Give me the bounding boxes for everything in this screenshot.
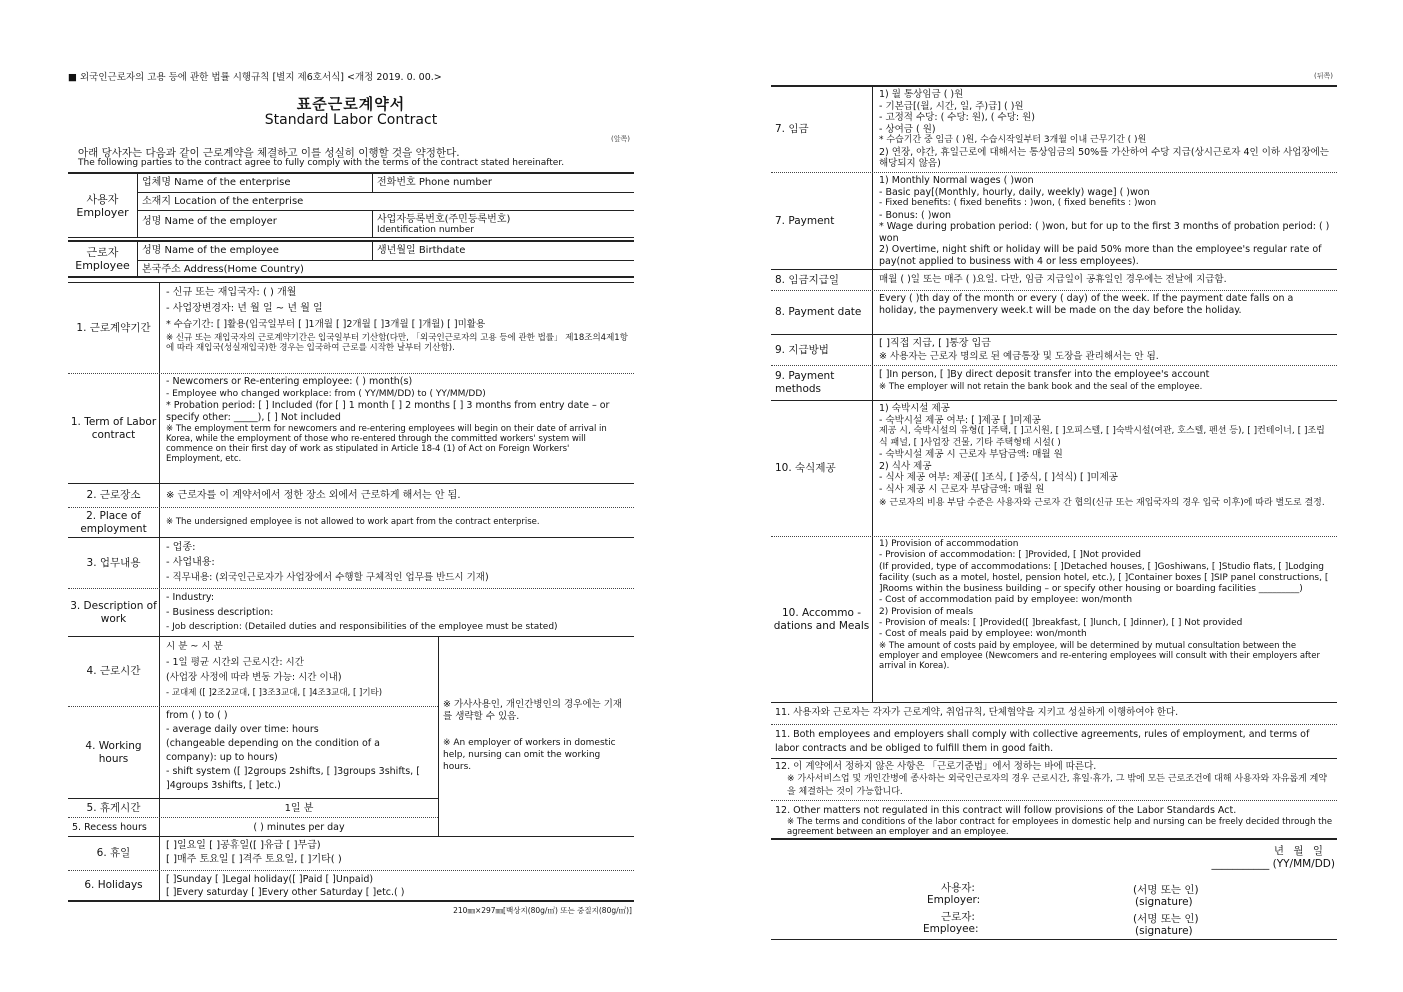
accom-note-en: ※ The amount of costs paid by employee, will be determined by mutual consultation between the employer and employee (Newcomers and re-entering employees will consult with their employers after arrival in Korea). [879,640,1320,671]
other-matters-text-en: 12. Other matters not regulated in this contract will follow provisions of the Labor Standards Act. [775,805,1237,816]
wage-basic: - 기본급[(월, 시간, 일, 주)급] ( )원 [879,100,1024,112]
employee-signature-en: (signature) [1135,925,1193,937]
workplace-label-en: 2. Place of employment [68,508,160,537]
accommodation-ko [771,400,1337,536]
accom-note: ※ 근로자의 비용 부담 수준은 사용자와 근로자 간 협의(신규 또는 재입국자의 경우 입국 이후)에 따라 별도로 결정. [879,498,1325,508]
recess-ko [68,798,438,817]
workplace-ko [68,483,634,507]
location-field[interactable]: 소재지 Location of the enterprise [142,196,304,207]
wage-en [771,172,1337,269]
holidays-saturday-en: [ ]Every saturday [ ]Every other Saturday [ ]etc.( ) [166,887,405,898]
term-newcomer-en: - Newcomers or Re-entering employee: ( ) month(s) [166,376,413,387]
wage-label-en: 7. Payment [771,173,873,269]
hours-shift: - 교대제 ([ ]2조2교대, [ ]3조3교대, [ ]4조3교대, [ ]기타) [166,687,383,698]
hours-en [68,706,438,798]
accom-provided-en: - Provision of accommodation: [ ]Provided, [ ]Not provided [879,550,1142,561]
accom-provide: 1) 숙박시설 제공 [879,403,950,414]
job-industry-en: - Industry: [166,592,215,603]
meal-provide-en: 2) Provision of meals [879,606,974,617]
wage-basic-en: - Basic pay[(Monthly, hourly, daily, weekly) wage] ( )won [879,186,1150,198]
employee-signature[interactable]: (서명 또는 인) [1133,913,1199,925]
job-ko [68,537,634,588]
contract-term-ko [68,282,634,373]
accom-type: 제공 시, 숙박시설의 유형([ ]주택, [ ]고시원, [ ]오피스텔, [ ]숙박시설(여관, 호스텔, 펜션 등), [ ]컨테이너, [ ]조립식 패널, [ ]사업장 건물, 기타 주택형태 시설( ) [879,426,1325,448]
hours-ko [68,636,438,706]
meal-provided: - 식사 제공 여부: 제공([ ]조식, [ ]중식, [ ]석식) [ ]미제공 [879,472,1118,483]
hours-range: 시 분 ~ 시 분 [166,641,223,652]
meal-cost-en: - Cost of meals paid by employee: won/month [879,629,1087,640]
birthdate-field[interactable]: 생년월일 Birthdate [377,245,466,256]
wage-normal: 1) 월 통상임금 ( )원 [879,89,964,100]
employee-label: 근로자 [86,246,119,259]
job-business: - 사업내용: [166,557,215,568]
employer-section [68,172,634,238]
other-matters-ko [771,758,1337,800]
paymethod-options: [ ]직접 지급, [ ]통장 입금 [879,338,991,349]
employer-sign-label-en: Employer: [927,894,981,906]
contract-term-label: 1. 근로계약기간 [68,283,160,373]
term-note-en: ※ The employment term for newcomers and re-entering employees will begin on their date of arrival in Korea, while the employment of those who re-entered through the committed workers' system will commence on their first day of work as stipulated in Article 18-4 (1) of Act on Foreign Workers' Employment, etc. [166,424,607,464]
compliance-text-en: 11. Both employees and employers shall comply with collective agreements, rules of employment, and terms of labor contracts and be obliged to fulfill them in good faith. [775,729,1310,754]
hours-variable: (사업장 사정에 따라 변동 가능: 시간 이내) [166,672,342,683]
employer-signature[interactable]: (서명 또는 인) [1133,884,1199,896]
hours-side-ko: ※ 가사사용인, 개인간병인의 경우에는 기재를 생략할 수 있음. [443,699,623,722]
workplace-label: 2. 근로장소 [68,484,160,507]
wage-probation: * 수습기간 중 임금 ( )원, 수습시작일부터 3개월 이내 근무기간 ( )원 [879,135,1147,145]
employee-sign-label-en: Employee: [923,923,979,935]
hours-side-note [438,636,634,836]
title-korean: 표준근로계약서 [296,95,406,113]
preamble-korean: 아래 당사자는 다음과 같이 근로계약을 체결하고 이를 성실히 이행할 것을 약정한다. [78,147,460,159]
other-matters-en [771,800,1337,840]
contract-date[interactable]: 년 월 일 [1273,845,1323,857]
job-en [68,588,634,636]
hours-shift-en: - shift system ([ ]2groups 2shifts, [ ]3groups 3shifts, [ ]4groups 3shifts, [ ]etc.) [166,766,420,791]
term-note: ※ 신규 또는 재입국자의 근로계약기간은 입국일부터 기산함(다만, 「외국인근로자의 고용 등에 관한 법률」 제18조의4제1항에 따라 재입국(성실재입국)한 경우는 입국하여 근로를 시작한 날부터 기산함). [166,333,628,353]
holidays-type: [ ]일요일 [ ]공휴일([ ]유급 [ ]무급) [166,840,321,851]
compliance-text: 11. 사용자와 근로자는 각자가 근로계약, 취업규칙, 단체협약을 지키고 성실하게 이행하여야 한다. [775,707,1179,718]
employer-label-en: Employer [76,205,129,219]
wage-bonus: - 상여금 ( 원) [879,123,936,135]
wage-overtime: 2) 연장, 야간, 휴일근로에 대해서는 통상임금의 50%를 가산하여 수당 지급(상시근로자 4인 이하 사업장에는 해당되지 않음) [879,146,1329,169]
hours-overtime: - 1일 평균 시간외 근로시간: 시간 [166,656,304,668]
back-mark: (뒤쪽) [1314,72,1333,80]
job-label: 3. 업무내용 [68,538,160,588]
term-probation: * 수습기간: [ ]활용(입국일부터 [ ]1개월 [ ]2개월 [ ]3개월 [ ]개월) [ ]미활용 [166,319,486,330]
meal-cost: - 식사 제공 시 근로자 부담금액: 매월 원 [879,483,1045,495]
paymethod-label: 9. 지급방법 [771,335,873,365]
paymethod-ko [771,334,1337,365]
hours-label: 4. 근로시간 [68,637,160,706]
contract-term-label-en: 1. Term of Labor contract [68,374,160,483]
wage-fixed: - 고정적 수당: ( 수당: 원), ( 수당: 원) [879,112,1035,123]
paper-spec: 210㎜×297㎜[백상지(80g/㎡) 또는 중질지(80g/㎡)] [453,906,632,915]
contract-date-en: ___________ (YY/MM/DD) [1211,858,1335,870]
wage-ko [771,85,1337,172]
meal-provide: 2) 식사 제공 [879,460,932,472]
holidays-ko [68,836,634,870]
payday-en [771,290,1337,334]
accom-provide-en: 1) Provision of accommodation [879,539,1019,549]
recess-value-en: ( ) minutes per day [253,822,345,833]
employee-label-en: Employee [75,259,130,272]
job-industry: - 업종: [166,542,196,553]
job-label-en: 3. Description of work [68,589,160,636]
accom-type-en: (If provided, type of accommodations: [ ]Detached houses, [ ]Goshiwans, [ ]Studio flats, [ ]Lodging facility (such as a motel, hostel, pension hotel, etc.), [ ]Container boxes [ ]SIP panel constructions, [ ]Rooms within the business building – or specify other housing or boarding facilities _________) [879,561,1329,595]
payday-label: 8. 임금지급일 [771,270,873,290]
accom-cost: - 숙박시설 제공 시 근로자 부담금액: 매월 원 [879,449,1063,460]
enterprise-name-field[interactable]: 업체명 Name of the enterprise [138,174,373,192]
payday-value-en: Every ( )th day of the month or every ( day) of the week. If the payment date falls on a holiday, the paymenvery week.t will be made on the day before the holiday. [879,293,1294,316]
other-matters-note: ※ 가사서비스업 및 개인간병에 종사하는 외국인근로자의 경우 근로시간, 휴일·휴가, 그 밖에 모든 근로조건에 대해 사용자와 자유롭게 계약을 체결하는 것이 가능합니다. [787,774,1328,797]
accommodation-label-en: 10. Accommo -dations and Meals [771,537,873,702]
front-mark: (앞쪽) [611,135,630,143]
id-number-label: Identification number [377,225,474,235]
employer-name-field[interactable]: 성명 Name of the employer [138,211,373,238]
accommodation-label: 10. 숙식제공 [771,401,873,536]
holidays-label-en: 6. Holidays [68,871,160,900]
paymethod-en [771,365,1337,400]
job-business-en: - Business description: [166,606,274,618]
term-changer-en: - Employee who changed workplace: from ( YY/MM/DD) to ( YY/MM/DD) [166,389,486,399]
workplace-note-en: ※ The undersigned employee is not allowed to work apart from the contract enterprise. [166,517,540,527]
wage-label: 7. 임금 [771,87,873,172]
preamble [78,147,634,168]
meal-provided-en: - Provision of meals: [ ]Provided([ ]breakfast, [ ]lunch, [ ]dinner), [ ] Not provided [879,618,1243,629]
paymethod-note: ※ 사용자는 근로자 명의로 된 예금통장 및 도장을 관리해서는 안 됨. [879,351,1159,362]
id-number-field[interactable]: 사업자등록번호(주민등록번호) [377,214,511,225]
workplace-note: ※ 근로자를 이 계약서에서 정한 장소 외에서 근로하게 해서는 안 됨. [166,490,461,501]
job-duties-en: - Job description: (Detailed duties and responsibilities of the employee must be stated) [166,622,558,632]
paymethod-note-en: ※ The employer will not retain the bank book and the seal of the employee. [879,382,1203,392]
employee-name-field[interactable]: 성명 Name of the employee [138,242,373,260]
hours-range-en: from ( ) to ( ) [166,710,228,721]
hours-overtime-en: - average daily over time: hours [166,724,319,735]
hours-side-en: ※ An employer of workers in domestic help, nursing can omit the working hours. [443,738,616,772]
recess-label-en: 5. Recess hours [68,818,160,836]
recess-en [68,817,438,836]
term-changer: - 사업장변경자: 년 월 일 ~ 년 월 일 [166,303,323,314]
employee-section [68,240,634,278]
home-address-field[interactable]: 본국주소 Address(Home Country) [142,264,304,275]
compliance-en [771,724,1337,758]
wage-normal-en: 1) Monthly Normal wages ( )won [879,175,1034,186]
wage-bonus-en: - Bonus: ( )won [879,209,952,221]
payday-ko [771,269,1337,290]
recess-label: 5. 휴게시간 [68,799,160,817]
accommodation-en [771,536,1337,702]
wage-overtime-en: 2) Overtime, night shift or holiday will be paid 50% more than the employee's regular rate of pay(not applied to business with 4 or less employees). [879,244,1322,267]
accom-provided: - 숙박시설 제공 여부: [ ]제공 [ ]미제공 [879,414,1041,426]
preamble-english: The following parties to the contract agree to fully comply with the terms of the contract stated hereinafter. [78,158,565,168]
employer-signature-en: (signature) [1135,896,1193,908]
job-duties: - 직무내용: (외국인근로자가 사업장에서 수행할 구체적인 업무를 반드시 기재) [166,572,489,583]
other-matters-note-en: ※ The terms and conditions of the labor contract for employees in domestic help and nursing can be freely decided through the agreement between an employer and an employee. [787,817,1333,837]
term-probation-en: * Probation period: [ ] Included (for [ ] 1 month [ ] 2 months [ ] 3 months from entry date – or specify other: _____), [ ] Not included [166,400,610,423]
contract-term-en [68,373,634,483]
wage-fixed-en: - Fixed benefits: ( fixed benefits : )won, ( fixed benefits : )won [879,198,1157,208]
employer-label: 사용자 [86,192,119,206]
other-matters-text: 12. 이 계약에서 정하지 않은 사항은 「근로기준법」에서 정하는 바에 따른다. [775,761,1097,772]
paymethod-label-en: 9. Payment methods [771,366,873,400]
form-header: ■ 외국인근로자의 고용 등에 관한 법률 시행규칙 [별지 제6호서식] <개정 2019. 0. 00.> [68,72,442,83]
bottom-rule [771,939,1337,940]
employer-sign-label: 사용자: [941,882,975,894]
term-newcomer: - 신규 또는 재입국자: ( ) 개월 [166,287,297,298]
recess-value: 1일 분 [284,803,314,814]
hours-variable-en: (changeable depending on the condition of a company): up to hours) [166,738,380,763]
holidays-en [68,870,634,902]
accom-cost-en: - Cost of accommodation paid by employee: won/month [879,595,1133,606]
workplace-en [68,507,634,537]
hours-label-en: 4. Working hours [68,707,160,798]
holidays-label: 6. 휴일 [68,837,160,870]
payday-value: 매월 ( )일 또는 매주 ( )요일. 다만, 임금 지급일이 공휴일인 경우에는 전날에 지급함. [879,274,1227,285]
phone-field[interactable]: 전화번호 Phone number [377,177,493,188]
compliance-ko [771,702,1337,724]
holidays-saturday: [ ]매주 토요일 [ ]격주 토요일, [ ]기타( ) [166,854,342,865]
title-english: Standard Labor Contract [264,112,438,128]
payday-label-en: 8. Payment date [771,291,873,334]
employee-sign-label: 근로자: [941,911,975,923]
paymethod-options-en: [ ]In person, [ ]By direct deposit transfer into the employee's account [879,369,1210,380]
holidays-type-en: [ ]Sunday [ ]Legal holiday([ ]Paid [ ]Unpaid) [166,874,374,885]
wage-probation-en: * Wage during probation period: ( )won, but for up to the first 3 months of probation period: ( ) won [879,221,1330,244]
